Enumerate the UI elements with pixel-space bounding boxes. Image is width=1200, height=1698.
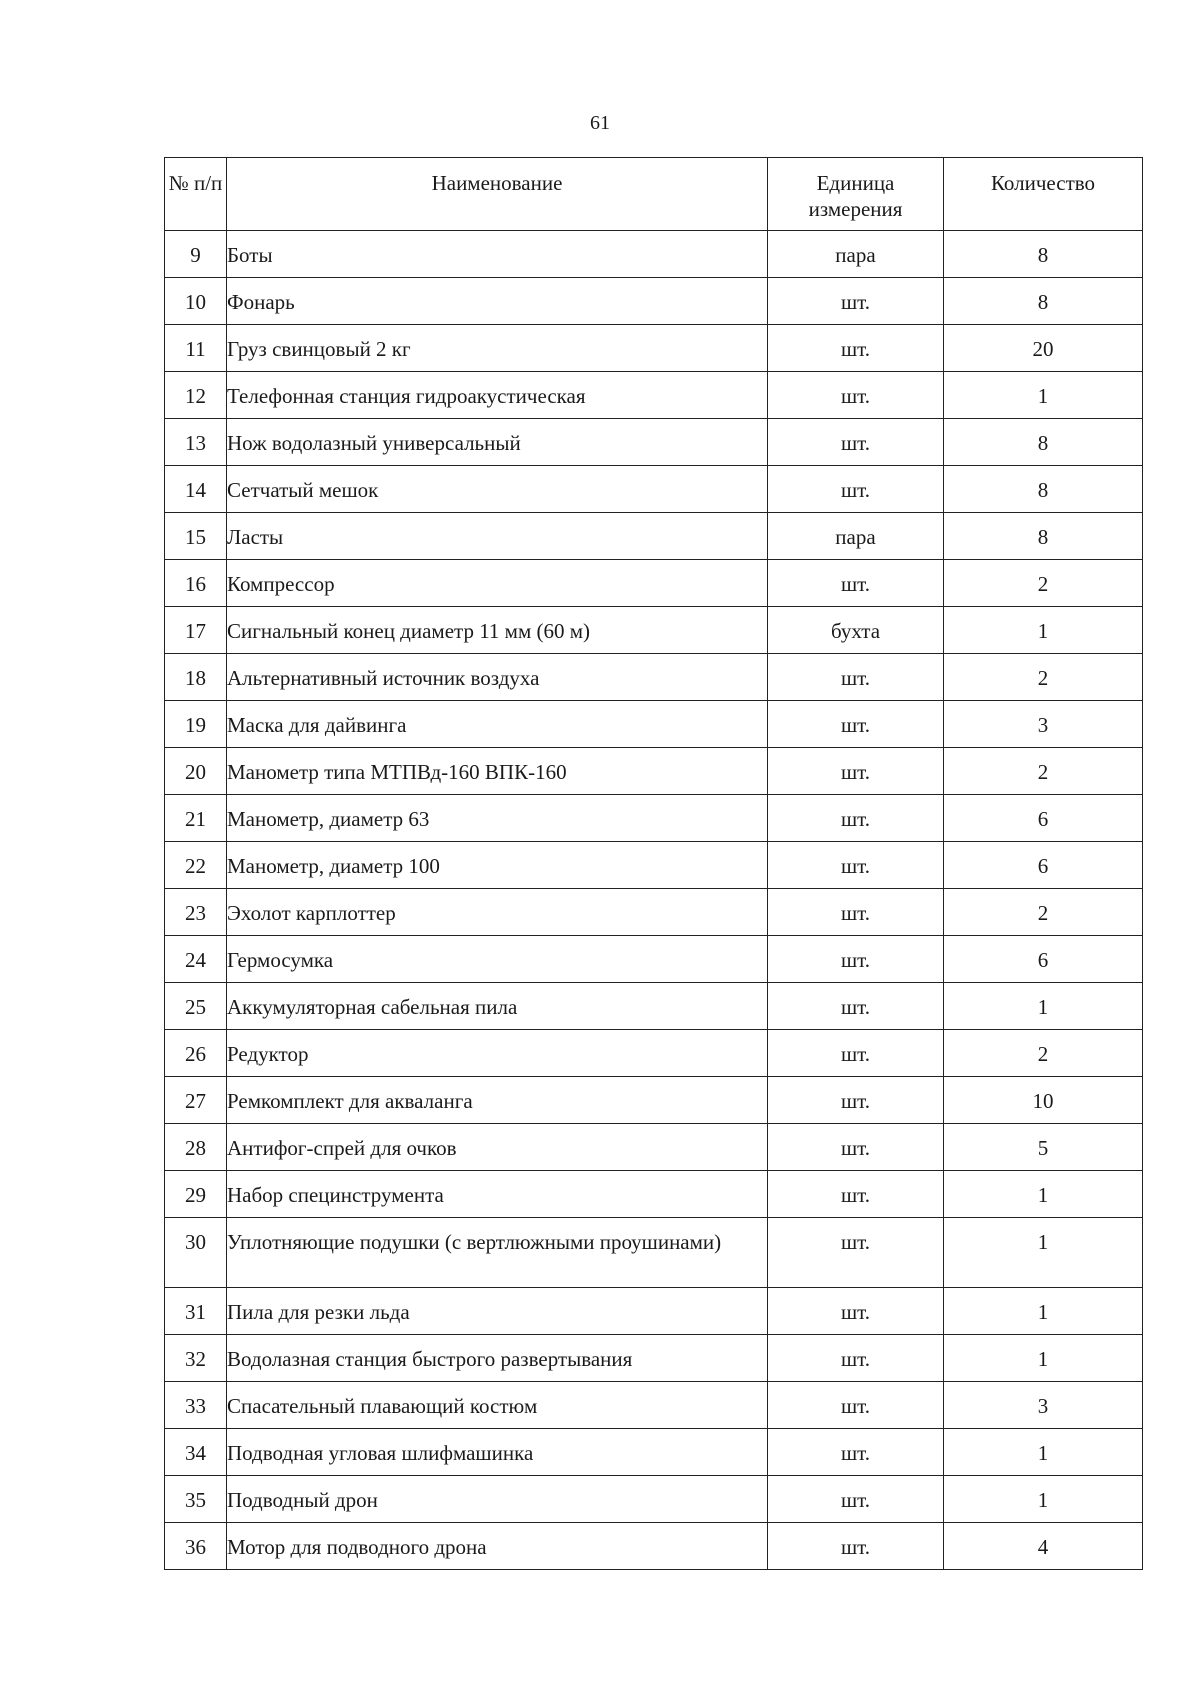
header-quantity: Количество — [944, 158, 1143, 231]
header-name: Наименование — [227, 158, 768, 231]
row-name: Уплотняющие подушки (с вертлюжными проушинами) — [227, 1218, 768, 1288]
row-name: Подводная угловая шлифмашинка — [227, 1429, 768, 1476]
row-quantity: 2 — [944, 889, 1143, 936]
row-name: Ремкомплект для акваланга — [227, 1077, 768, 1124]
row-quantity: 8 — [944, 231, 1143, 278]
table-row — [165, 701, 1143, 748]
row-number: 34 — [165, 1429, 227, 1476]
row-quantity: 1 — [944, 1171, 1143, 1218]
row-quantity: 6 — [944, 936, 1143, 983]
row-name: Манометр, диаметр 63 — [227, 795, 768, 842]
row-unit: шт. — [768, 1335, 944, 1382]
row-unit: шт. — [768, 560, 944, 607]
table-row — [165, 372, 1143, 419]
table-row — [165, 1171, 1143, 1218]
row-name: Набор специнструмента — [227, 1171, 768, 1218]
page-number: 61 — [590, 112, 610, 134]
row-number: 18 — [165, 654, 227, 701]
row-quantity: 1 — [944, 1288, 1143, 1335]
row-quantity: 3 — [944, 1382, 1143, 1429]
row-unit: шт. — [768, 1476, 944, 1523]
row-name: Водолазная станция быстрого развертывания — [227, 1335, 768, 1382]
row-quantity: 3 — [944, 701, 1143, 748]
row-unit: шт. — [768, 654, 944, 701]
row-number: 15 — [165, 513, 227, 560]
table-row — [165, 654, 1143, 701]
row-quantity: 2 — [944, 1030, 1143, 1077]
table-row — [165, 513, 1143, 560]
row-number: 10 — [165, 278, 227, 325]
row-quantity: 6 — [944, 795, 1143, 842]
row-quantity: 5 — [944, 1124, 1143, 1171]
table-row — [165, 1077, 1143, 1124]
table-row — [165, 466, 1143, 513]
row-name: Манометр типа МТПВд-160 ВПК-160 — [227, 748, 768, 795]
row-unit: шт. — [768, 889, 944, 936]
row-number: 21 — [165, 795, 227, 842]
row-unit: пара — [768, 231, 944, 278]
row-number: 26 — [165, 1030, 227, 1077]
row-name: Альтернативный источник воздуха — [227, 654, 768, 701]
row-unit: бухта — [768, 607, 944, 654]
table-row — [165, 1429, 1143, 1476]
table-row — [165, 1523, 1143, 1570]
row-unit: шт. — [768, 325, 944, 372]
row-quantity: 4 — [944, 1523, 1143, 1570]
row-name: Спасательный плавающий костюм — [227, 1382, 768, 1429]
row-name: Эхолот карплоттер — [227, 889, 768, 936]
row-quantity: 20 — [944, 325, 1143, 372]
row-unit: шт. — [768, 795, 944, 842]
row-unit: шт. — [768, 748, 944, 795]
row-quantity: 8 — [944, 466, 1143, 513]
row-unit: шт. — [768, 983, 944, 1030]
row-name: Нож водолазный универсальный — [227, 419, 768, 466]
row-name: Ласты — [227, 513, 768, 560]
row-unit: шт. — [768, 1030, 944, 1077]
table-row — [165, 607, 1143, 654]
row-name: Фонарь — [227, 278, 768, 325]
row-quantity: 2 — [944, 748, 1143, 795]
row-name: Мотор для подводного дрона — [227, 1523, 768, 1570]
row-number: 22 — [165, 842, 227, 889]
row-number: 23 — [165, 889, 227, 936]
row-number: 29 — [165, 1171, 227, 1218]
row-unit: шт. — [768, 1124, 944, 1171]
row-number: 9 — [165, 231, 227, 278]
row-unit: шт. — [768, 936, 944, 983]
row-number: 12 — [165, 372, 227, 419]
row-name: Гермосумка — [227, 936, 768, 983]
table-row — [165, 1382, 1143, 1429]
row-number: 32 — [165, 1335, 227, 1382]
row-unit: шт. — [768, 466, 944, 513]
table-row — [165, 748, 1143, 795]
row-number: 33 — [165, 1382, 227, 1429]
row-name: Маска для дайвинга — [227, 701, 768, 748]
row-number: 35 — [165, 1476, 227, 1523]
row-quantity: 1 — [944, 1476, 1143, 1523]
row-number: 25 — [165, 983, 227, 1030]
row-number: 28 — [165, 1124, 227, 1171]
row-number: 16 — [165, 560, 227, 607]
row-name: Подводный дрон — [227, 1476, 768, 1523]
row-quantity: 8 — [944, 278, 1143, 325]
row-unit: шт. — [768, 1382, 944, 1429]
table-row — [165, 1030, 1143, 1077]
row-number: 36 — [165, 1523, 227, 1570]
row-number: 13 — [165, 419, 227, 466]
row-number: 14 — [165, 466, 227, 513]
row-name: Антифог-спрей для очков — [227, 1124, 768, 1171]
table-row — [165, 983, 1143, 1030]
row-unit: шт. — [768, 1218, 944, 1288]
row-name: Сигнальный конец диаметр 11 мм (60 м) — [227, 607, 768, 654]
table-row — [165, 278, 1143, 325]
row-unit: шт. — [768, 1171, 944, 1218]
row-unit: шт. — [768, 278, 944, 325]
table-row — [165, 419, 1143, 466]
row-unit: шт. — [768, 701, 944, 748]
row-quantity: 1 — [944, 372, 1143, 419]
row-quantity: 6 — [944, 842, 1143, 889]
row-name: Манометр, диаметр 100 — [227, 842, 768, 889]
row-quantity: 2 — [944, 560, 1143, 607]
row-unit: шт. — [768, 842, 944, 889]
row-number: 31 — [165, 1288, 227, 1335]
table-row — [165, 1476, 1143, 1523]
row-name: Сетчатый мешок — [227, 466, 768, 513]
row-unit: пара — [768, 513, 944, 560]
row-number: 27 — [165, 1077, 227, 1124]
row-unit: шт. — [768, 1429, 944, 1476]
row-quantity: 2 — [944, 654, 1143, 701]
table-header-row — [165, 158, 1143, 231]
table-row — [165, 560, 1143, 607]
row-number: 19 — [165, 701, 227, 748]
row-name: Аккумуляторная сабельная пила — [227, 983, 768, 1030]
table-row — [165, 231, 1143, 278]
row-name: Боты — [227, 231, 768, 278]
row-name: Пила для резки льда — [227, 1288, 768, 1335]
row-name: Редуктор — [227, 1030, 768, 1077]
row-unit: шт. — [768, 1523, 944, 1570]
row-number: 24 — [165, 936, 227, 983]
table-row — [165, 936, 1143, 983]
row-number: 20 — [165, 748, 227, 795]
row-name: Груз свинцовый 2 кг — [227, 325, 768, 372]
row-number: 11 — [165, 325, 227, 372]
row-quantity: 8 — [944, 419, 1143, 466]
inventory-table — [164, 157, 1143, 1570]
table-row — [165, 1335, 1143, 1382]
row-name: Компрессор — [227, 560, 768, 607]
table-row — [165, 325, 1143, 372]
header-unit: Единица измерения — [768, 158, 944, 231]
row-unit: шт. — [768, 1288, 944, 1335]
table-row — [165, 889, 1143, 936]
row-unit: шт. — [768, 419, 944, 466]
row-quantity: 1 — [944, 1218, 1143, 1288]
row-unit: шт. — [768, 1077, 944, 1124]
table-row — [165, 1124, 1143, 1171]
row-quantity: 1 — [944, 1429, 1143, 1476]
row-quantity: 10 — [944, 1077, 1143, 1124]
row-quantity: 1 — [944, 983, 1143, 1030]
row-number: 30 — [165, 1218, 227, 1288]
row-quantity: 1 — [944, 1335, 1143, 1382]
row-unit: шт. — [768, 372, 944, 419]
row-quantity: 1 — [944, 607, 1143, 654]
table-row — [165, 1218, 1143, 1288]
header-number: № п/п — [165, 158, 227, 231]
row-quantity: 8 — [944, 513, 1143, 560]
table-row — [165, 842, 1143, 889]
row-name: Телефонная станция гидроакустическая — [227, 372, 768, 419]
row-number: 17 — [165, 607, 227, 654]
table-row — [165, 795, 1143, 842]
table-row — [165, 1288, 1143, 1335]
